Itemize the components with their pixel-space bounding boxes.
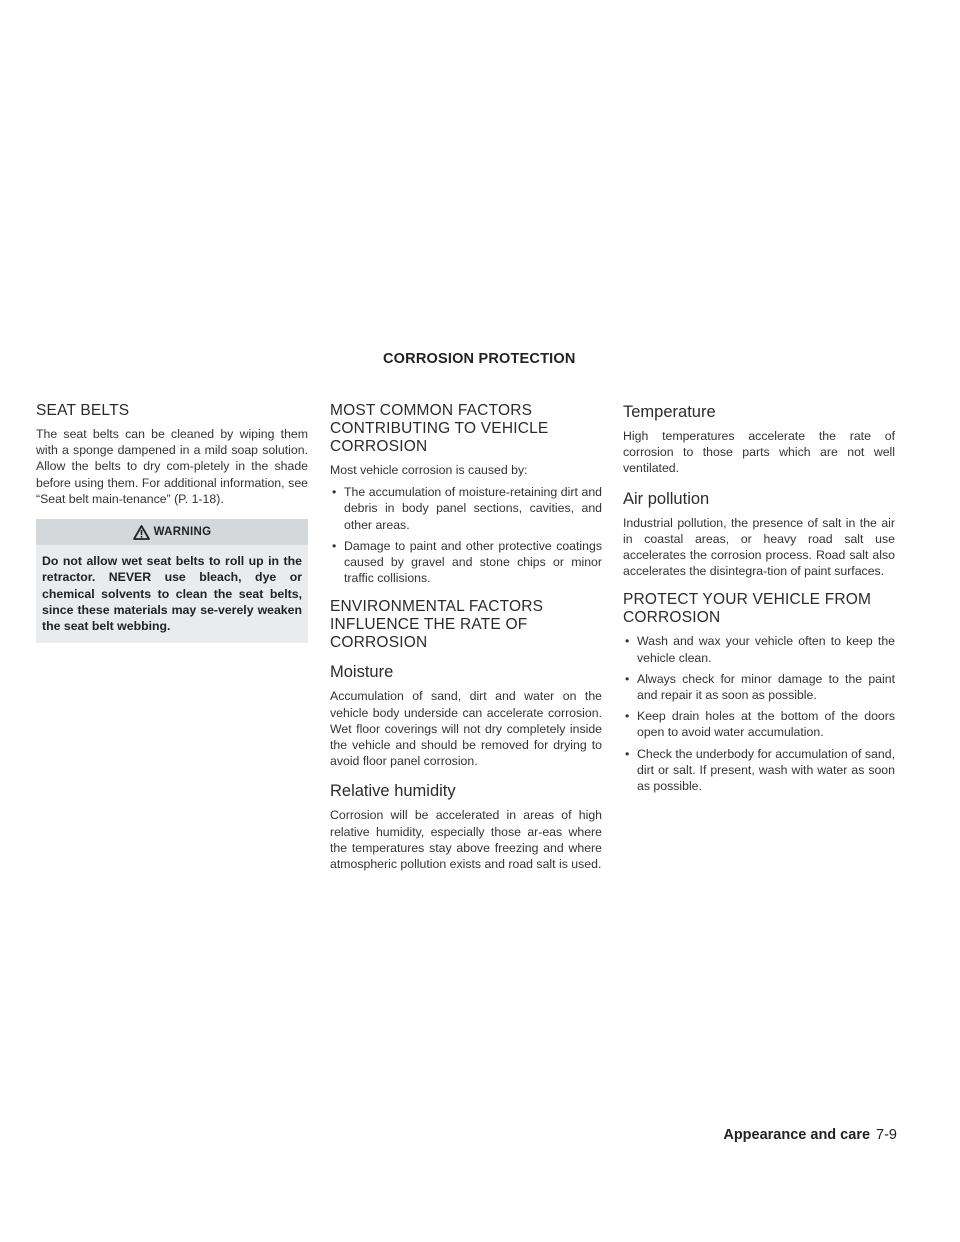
protect-vehicle-list [623,633,895,794]
section-title-seat-belts: SEAT BELTS [36,402,130,419]
column-protection [623,402,895,799]
footer-section-name: Appearance and care [723,1127,871,1143]
subheading-temperature: Temperature [623,403,716,421]
page-heading: CORROSION PROTECTION [383,351,576,367]
list-item: • Always check for minor damage to the paint and repair it as soon as possible. [625,671,895,703]
list-item: • Wash and wax your vehicle often to keep the vehicle clean. [625,634,895,665]
warning-label: WARNING [153,526,212,539]
list-item: • Damage to paint and other protective coatings caused by gravel and stone chips or minor traffic collisions. [332,538,602,586]
list-item: • Keep drain holes at the bottom of the doors open to avoid water accumulation. [625,709,895,740]
column-corrosion-factors [330,402,602,878]
common-factors-intro: Most vehicle corrosion is caused by: [330,463,528,477]
footer-page-number: 7-9 [876,1127,897,1143]
moisture-paragraph: Accumulation of sand, dirt and water on the vehicle body underside can accelerate corrosion. Wet floor coverings will not dry completely inside the vehicle and should be removed for drying to avoid floor panel corrosion. [330,689,602,769]
air-pollution-paragraph: Industrial pollution, the presence of salt in the air in coastal areas, or heavy road salt use accelerates the corrosion process. Road salt also accelerates the disintegra-tion of paint surfaces. [623,515,895,579]
relative-humidity-paragraph: Corrosion will be accelerated in areas of high relative humidity, especially those ar-eas where the temperatures stay above freezing and where atmospheric pollution exists and road salt is used. [330,808,602,872]
section-title-environmental-factors: ENVIRONMENTAL FACTORS INFLUENCE THE RATE OF CORROSION [330,598,544,652]
common-factors-list [330,484,602,586]
list-item: • Check the underbody for accumulation of sand, dirt or salt. If present, wash with water as soon as possible. [625,746,895,794]
warning-text: Do not allow wet seat belts to roll up in the retractor. NEVER use bleach, dye or chemical solvents to clean the seat belts, since these materials may se-verely weaken the seat belt webbing. [42,554,302,634]
warning-triangle-icon [133,525,150,540]
subheading-air-pollution: Air pollution [623,489,710,508]
temperature-paragraph: High temperatures accelerate the rate of corrosion to those parts which are not well ventilated. [623,429,895,476]
subheading-relative-humidity: Relative humidity [330,782,456,801]
subheading-moisture: Moisture [330,663,394,682]
warning-header [36,519,308,545]
list-item: • The accumulation of moisture-retaining dirt and debris in body panel sections, cavities, and other areas. [332,485,602,532]
column-seat-belts [36,402,308,643]
warning-box [36,519,308,642]
section-title-protect-vehicle: PROTECT YOUR VEHICLE FROM CORROSION [623,591,872,627]
seat-belts-paragraph: The seat belts can be cleaned by wiping them with a sponge dampened in a mild soap solution. Allow the belts to dry com-pletely in the shade before using them. For additional information, see “Seat belt main-tenance” (P. 1-18). [36,427,308,506]
section-title-common-factors: MOST COMMON FACTORS CONTRIBUTING TO VEHICLE CORROSION [330,402,549,455]
page-footer [707,1127,897,1143]
